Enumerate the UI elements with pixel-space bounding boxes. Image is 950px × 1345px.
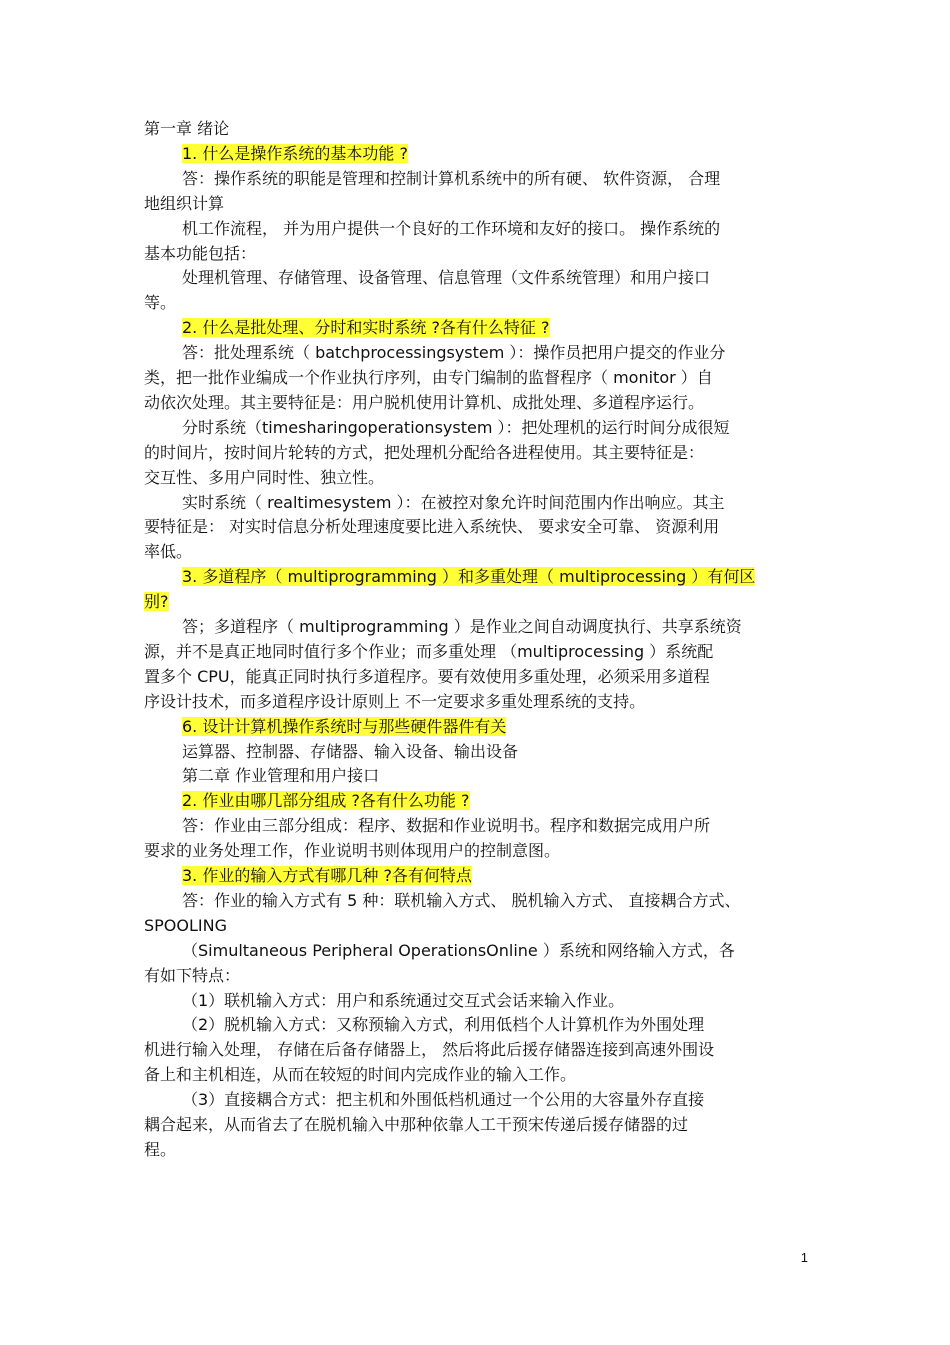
line-text: 基本功能包括： (144, 243, 257, 263)
line-text: 第二章 作业管理和用户接口 (182, 766, 380, 786)
page-number: 1 (800, 1250, 808, 1265)
text-line (182, 990, 624, 1012)
line-text: 的时间片，按时间片轮转的方式，把处理机分配给各进程使用。其主要特征是： (144, 442, 705, 462)
text-line (144, 691, 645, 713)
line-text: 答：作业由三部分组成：程序、数据和作业说明书。程序和数据完成用户所 (182, 816, 711, 836)
text-line (182, 616, 742, 638)
highlighted-heading-line (182, 566, 755, 588)
text-line (144, 840, 560, 862)
highlighted-heading-line (182, 716, 506, 738)
text-line (144, 118, 229, 140)
highlighted-heading-line (182, 790, 470, 812)
line-text: 1. 什么是操作系统的基本功能 ? (182, 143, 408, 163)
text-line (144, 516, 719, 538)
text-line (182, 342, 725, 364)
line-text: 答：批处理系统（ batchprocessingsystem ）：操作员把用户提交的作业分 (182, 343, 726, 363)
line-text: （1）联机输入方式：用户和系统通过交互式会话来输入作业。 (182, 990, 625, 1010)
line-text: （Simultaneous Peripheral OperationsOnline ）系统和网络输入方式，各 (182, 940, 735, 960)
line-text: 2. 作业由哪几部分组成 ?各有什么功能 ? (182, 791, 470, 811)
line-text: 运算器、控制器、存储器、输入设备、输出设备 (182, 741, 519, 761)
text-line (144, 193, 224, 215)
line-text: SPOOLING (144, 915, 227, 935)
text-line (144, 641, 713, 663)
line-text: 地组织计算 (144, 193, 225, 213)
text-line (182, 741, 518, 763)
text-line (144, 965, 240, 987)
line-text: （3）直接耦合方式：把主机和外围低档机通过一个公用的大容量外存直接 (182, 1090, 705, 1110)
text-line (144, 541, 192, 563)
highlighted-heading-line (144, 591, 169, 613)
line-text: 等。 (144, 293, 177, 313)
text-line (182, 168, 720, 190)
text-line (144, 292, 176, 314)
text-line (182, 1014, 704, 1036)
line-text: 类，把一批作业编成一个作业执行序列，由专门编制的监督程序（ monitor ）自 (144, 368, 713, 387)
highlighted-heading-line (182, 317, 550, 339)
line-text: 2. 什么是批处理、分时和实时系统 ?各有什么特征 ? (182, 318, 550, 338)
text-line (182, 417, 730, 439)
line-text: 别? (144, 592, 169, 612)
text-line (182, 218, 720, 240)
text-line (144, 915, 227, 937)
line-text: 第一章 绪论 (144, 119, 230, 138)
line-text: 机工作流程， 并为用户提供一个良好的工作环境和友好的接口。 操作系统的 (182, 218, 721, 238)
text-line (144, 392, 704, 414)
line-text: 分时系统（timesharingoperationsystem ）：把处理机的运行时间分成很短 (182, 417, 730, 437)
line-text: 率低。 (144, 542, 193, 562)
line-text: 要特征是： 对实时信息分析处理速度要比进入系统快、 要求安全可靠、 资源利用 (144, 517, 720, 537)
text-line (182, 267, 710, 289)
line-text: 备上和主机相连，从而在较短的时间内完成作业的输入工作。 (144, 1065, 577, 1085)
line-text: 答：操作系统的职能是管理和控制计算机系统中的所有硬、 软件资源， 合理 (182, 168, 721, 188)
line-text: 序设计技术，而多道程序设计原则上 不一定要求多重处理系统的支持。 (144, 691, 646, 711)
text-line (144, 367, 713, 389)
text-line (182, 815, 710, 837)
text-line (144, 1114, 688, 1136)
line-text: 答：作业的输入方式有 5 种：联机输入方式、 脱机输入方式、 直接耦合方式、 (182, 890, 741, 910)
line-text: 耦合起来，从而省去了在脱机输入中那种依靠人工干预宋传递后援存储器的过 (144, 1115, 689, 1134)
line-text: 程。 (144, 1139, 177, 1159)
line-text: 3. 作业的输入方式有哪几种 ?各有何特点 (182, 866, 472, 885)
text-line (182, 1089, 704, 1111)
text-line (144, 1064, 576, 1086)
line-text: 交互性、多用户同时性、独立性。 (144, 467, 385, 487)
line-text: 实时系统（ realtimesystem ）：在被控对象允许时间范围内作出响应。其主 (182, 492, 725, 512)
text-line (144, 1039, 714, 1061)
text-line (182, 890, 741, 912)
line-text: 动依次处理。其主要特征是：用户脱机使用计算机、成批处理、多道程序运行。 (144, 392, 705, 412)
text-line (144, 1139, 176, 1161)
text-line (182, 492, 725, 514)
text-line (144, 467, 384, 489)
text-line (144, 442, 704, 464)
text-line (144, 666, 710, 688)
line-text: 要求的业务处理工作，作业说明书则体现用户的控制意图。 (144, 841, 561, 861)
line-text: 3. 多道程序（ multiprogramming ）和多重处理（ multiprocessing ）有何区 (182, 567, 756, 587)
text-line (144, 243, 256, 265)
line-text: 机进行输入处理， 存储在后备存储器上， 然后将此后援存储器连接到高速外围设 (144, 1040, 715, 1060)
line-text: 有如下特点： (144, 965, 241, 985)
line-text: 6. 设计计算机操作系统时与那些硬件器件有关 (182, 716, 507, 736)
line-text: 置多个 CPU，能真正同时执行多道程序。要有效使用多重处理，必须采用多道程 (144, 666, 710, 686)
highlighted-heading-line (182, 143, 408, 165)
line-text: （2）脱机输入方式：又称预输入方式，利用低档个人计算机作为外围处理 (182, 1015, 705, 1035)
line-text: 处理机管理、存储管理、设备管理、信息管理（文件系统管理）和用户接口 (182, 268, 711, 288)
highlighted-heading-line (182, 865, 472, 887)
text-line (182, 940, 735, 962)
line-text: 源，并不是真正地同时值行多个作业；而多重处理 （multiprocessing ）系统配 (144, 641, 714, 661)
line-text: 答；多道程序（ multiprogramming ）是作业之间自动调度执行、共享系统资 (182, 617, 742, 636)
text-line (182, 765, 379, 787)
